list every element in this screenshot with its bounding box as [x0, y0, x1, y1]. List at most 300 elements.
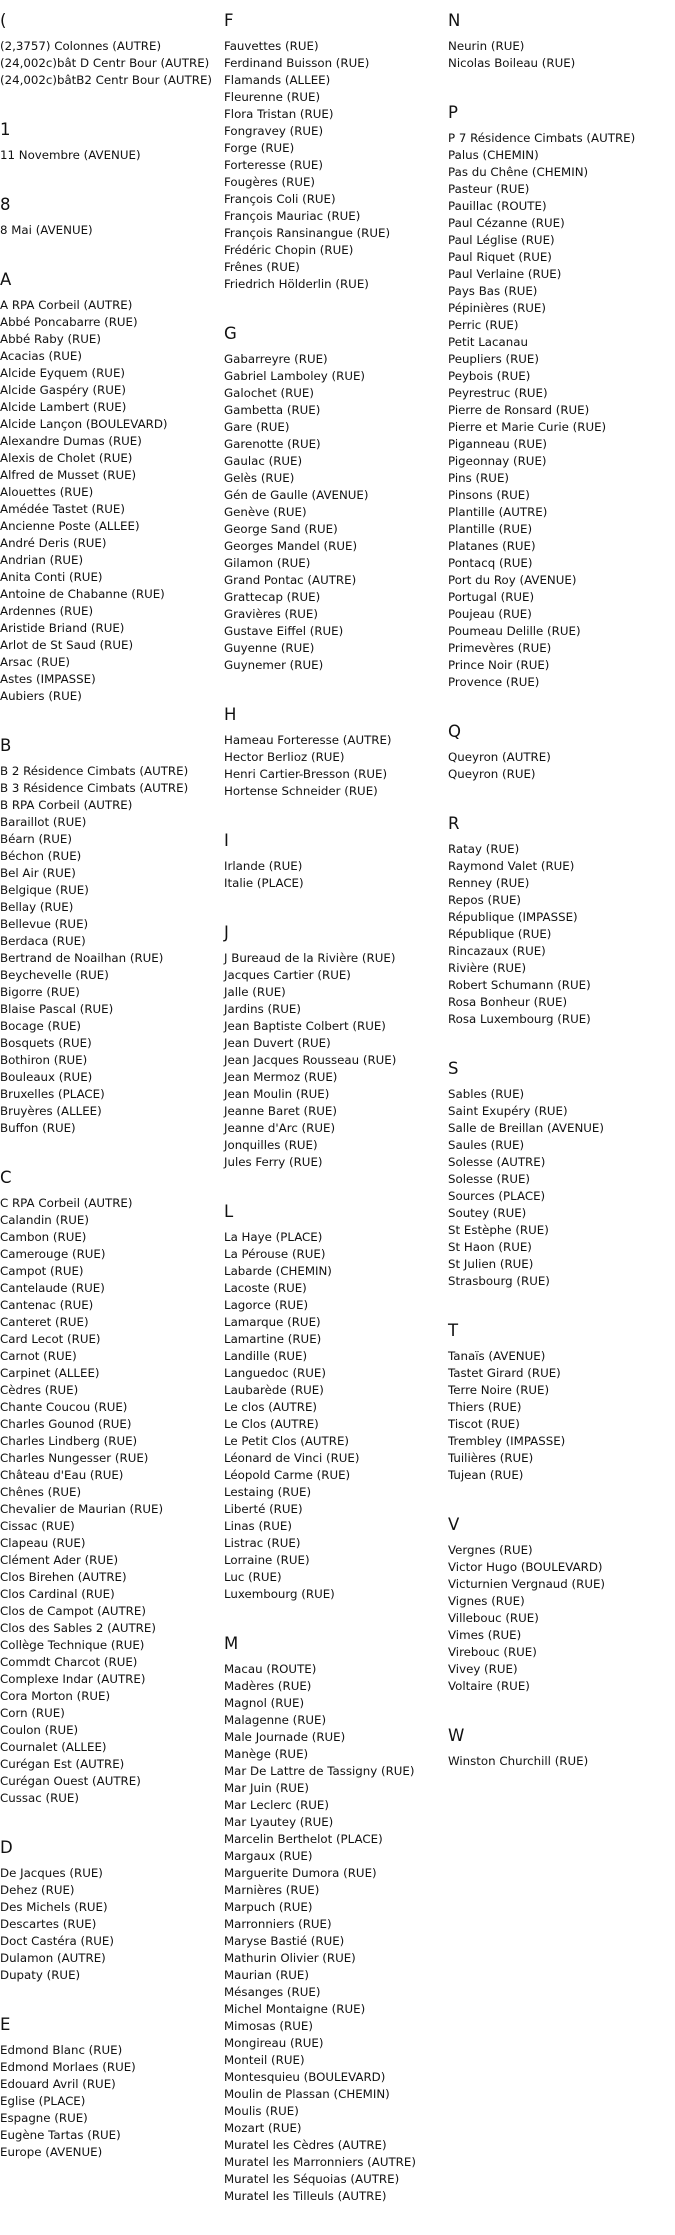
street-item[interactable]: Gabriel Lamboley (RUE): [224, 369, 366, 383]
street-item[interactable]: Flamands (ALLEE): [224, 73, 331, 87]
letter-section: [224, 922, 444, 1171]
street-item[interactable]: Strasbourg (RUE): [448, 1274, 550, 1288]
street-item[interactable]: P 7 Résidence Cimbats (AUTRE): [448, 131, 636, 145]
street-item[interactable]: Muratel les Tilleuls (AUTRE): [224, 2189, 387, 2203]
street-item[interactable]: Manège (RUE): [224, 1747, 309, 1761]
street-item[interactable]: Trembley (IMPASSE): [448, 1434, 566, 1448]
letter-section: [448, 1514, 668, 1695]
street-item[interactable]: Alcide Eyquem (RUE): [0, 366, 125, 380]
street-item[interactable]: Mar De Lattre de Tassigny (RUE): [224, 1764, 415, 1778]
street-item[interactable]: Tiscot (RUE): [448, 1417, 520, 1431]
street-item[interactable]: Muratel les Séquoias (AUTRE): [224, 2172, 400, 2186]
street-item[interactable]: St Haon (RUE): [448, 1240, 532, 1254]
street-item[interactable]: 8 Mai (AVENUE): [0, 223, 93, 237]
street-item[interactable]: Edmond Morlaes (RUE): [0, 2060, 136, 2074]
street-item[interactable]: Mésanges (RUE): [224, 1985, 321, 1999]
street-item[interactable]: Jean Jacques Rousseau (RUE): [224, 1053, 397, 1067]
street-item[interactable]: Paul Riquet (RUE): [448, 250, 552, 264]
street-item[interactable]: B RPA Corbeil (AUTRE): [0, 798, 133, 812]
street-item[interactable]: Mar Leclerc (RUE): [224, 1798, 329, 1812]
street-item[interactable]: Forge (RUE): [224, 141, 295, 155]
street-item[interactable]: Moulin de Plassan (CHEMIN): [224, 2087, 390, 2101]
street-item[interactable]: Pierre et Marie Curie (RUE): [448, 420, 607, 434]
street-item[interactable]: Muratel les Marronniers (AUTRE): [224, 2155, 416, 2169]
street-item[interactable]: Fougères (RUE): [224, 175, 316, 189]
street-item[interactable]: Voltaire (RUE): [448, 1679, 530, 1693]
street-item[interactable]: Garenotte (RUE): [224, 437, 321, 451]
street-item[interactable]: Thiers (RUE): [448, 1400, 522, 1414]
street-item[interactable]: Monteil (RUE): [224, 2053, 305, 2067]
street-item[interactable]: Lamarque (RUE): [224, 1315, 321, 1329]
street-item[interactable]: Gabarreyre (RUE): [224, 352, 328, 366]
letter-section: [448, 721, 668, 783]
street-item[interactable]: La Pérouse (RUE): [224, 1247, 326, 1261]
street-item[interactable]: Fongravey (RUE): [224, 124, 324, 138]
street-item[interactable]: Bigorre (RUE): [0, 985, 80, 999]
street-item[interactable]: Victurnien Vergnaud (RUE): [448, 1577, 606, 1591]
street-item[interactable]: Tuilières (RUE): [448, 1451, 534, 1465]
street-item[interactable]: Pigeonnay (RUE): [448, 454, 547, 468]
street-item[interactable]: Carpinet (ALLEE): [0, 1366, 100, 1380]
street-item[interactable]: République (RUE): [448, 927, 552, 941]
street-item[interactable]: Cantelaude (RUE): [0, 1281, 105, 1295]
street-item[interactable]: Abbé Poncabarre (RUE): [0, 315, 138, 329]
street-item[interactable]: Eglise (PLACE): [0, 2094, 86, 2108]
street-item[interactable]: Solesse (RUE): [448, 1172, 531, 1186]
street-item[interactable]: Aubiers (RUE): [0, 689, 82, 703]
street-item[interactable]: Chante Coucou (RUE): [0, 1400, 128, 1414]
street-item[interactable]: B 2 Résidence Cimbats (AUTRE): [0, 764, 189, 778]
street-item[interactable]: Pasteur (RUE): [448, 182, 530, 196]
street-item[interactable]: Corn (RUE): [0, 1706, 65, 1720]
street-item[interactable]: Marronniers (RUE): [224, 1917, 332, 1931]
street-item[interactable]: Plantille (AUTRE): [448, 505, 548, 519]
street-item[interactable]: 11 Novembre (AVENUE): [0, 148, 141, 162]
street-item[interactable]: Le Clos (AUTRE): [224, 1417, 319, 1431]
street-item[interactable]: Alexandre Dumas (RUE): [0, 434, 142, 448]
street-item[interactable]: Cissac (RUE): [0, 1519, 75, 1533]
street-item[interactable]: Alcide Gaspéry (RUE): [0, 383, 126, 397]
street-item[interactable]: Neurin (RUE): [448, 39, 525, 53]
street-item[interactable]: Peyrestruc (RUE): [448, 386, 548, 400]
street-item[interactable]: Forteresse (RUE): [224, 158, 323, 172]
street-item[interactable]: Curégan Est (AUTRE): [0, 1757, 125, 1771]
street-item[interactable]: Laubarède (RUE): [224, 1383, 324, 1397]
letter-section: [0, 194, 220, 239]
street-item[interactable]: Buffon (RUE): [0, 1121, 76, 1135]
street-item[interactable]: Paul Léglise (RUE): [448, 233, 555, 247]
street-item[interactable]: Arlot de St Saud (RUE): [0, 638, 134, 652]
street-item[interactable]: Jean Mermoz (RUE): [224, 1070, 338, 1084]
street-item[interactable]: François Mauriac (RUE): [224, 209, 361, 223]
street-item[interactable]: Alcide Lambert (RUE): [0, 400, 127, 414]
street-item[interactable]: Gelès (RUE): [224, 471, 295, 485]
street-item[interactable]: Anita Conti (RUE): [0, 570, 103, 584]
street-item[interactable]: Male Journade (RUE): [224, 1730, 346, 1744]
street-item[interactable]: Château d'Eau (RUE): [0, 1468, 124, 1482]
street-item[interactable]: Rincazaux (RUE): [448, 944, 546, 958]
section-letter-heading: Q: [448, 722, 461, 741]
street-item[interactable]: Galochet (RUE): [224, 386, 314, 400]
street-item[interactable]: Tanaïs (AVENUE): [448, 1349, 546, 1363]
street-item[interactable]: André Deris (RUE): [0, 536, 107, 550]
street-item[interactable]: Lamartine (RUE): [224, 1332, 322, 1346]
street-item[interactable]: Pépinières (RUE): [448, 301, 546, 315]
street-item[interactable]: Terre Noire (RUE): [448, 1383, 550, 1397]
letter-section: [0, 119, 220, 164]
section-letter-heading: J: [224, 923, 229, 942]
street-item[interactable]: Marcelin Berthelot (PLACE): [224, 1832, 383, 1846]
street-item[interactable]: Sables (RUE): [448, 1087, 525, 1101]
street-item[interactable]: (24,002c)bât D Centr Bour (AUTRE): [0, 56, 210, 70]
letter-section: [448, 1320, 668, 1484]
street-item[interactable]: Moulis (RUE): [224, 2104, 299, 2118]
street-item[interactable]: Jonquilles (RUE): [224, 1138, 318, 1152]
street-item[interactable]: Descartes (RUE): [0, 1917, 97, 1931]
street-item[interactable]: Mar Lyautey (RUE): [224, 1815, 334, 1829]
street-item[interactable]: Labarde (CHEMIN): [224, 1264, 332, 1278]
street-item[interactable]: Repos (RUE): [448, 893, 522, 907]
street-item[interactable]: Lagorce (RUE): [224, 1298, 309, 1312]
street-item[interactable]: Macau (ROUTE): [224, 1662, 317, 1676]
street-item[interactable]: Paul Verlaine (RUE): [448, 267, 562, 281]
street-item[interactable]: Marnières (RUE): [224, 1883, 320, 1897]
street-item[interactable]: Collège Technique (RUE): [0, 1638, 145, 1652]
street-item[interactable]: Baraillot (RUE): [0, 815, 87, 829]
street-item[interactable]: Edmond Blanc (RUE): [0, 2043, 123, 2057]
street-item[interactable]: Margaux (RUE): [224, 1849, 313, 1863]
street-item[interactable]: Flora Tristan (RUE): [224, 107, 334, 121]
street-item[interactable]: Saint Exupéry (RUE): [448, 1104, 568, 1118]
index-column-2: [224, 10, 444, 2235]
street-item[interactable]: Linas (RUE): [224, 1519, 292, 1533]
street-item[interactable]: Edouard Avril (RUE): [0, 2077, 116, 2091]
street-item[interactable]: Marguerite Dumora (RUE): [224, 1866, 377, 1880]
street-item[interactable]: Listrac (RUE): [224, 1536, 301, 1550]
street-item[interactable]: Ratay (RUE): [448, 842, 520, 856]
street-item[interactable]: Bruxelles (PLACE): [0, 1087, 105, 1101]
street-item[interactable]: Bel Air (RUE): [0, 866, 76, 880]
street-item[interactable]: Vignes (RUE): [448, 1594, 525, 1608]
street-item[interactable]: Solesse (AUTRE): [448, 1155, 546, 1169]
street-item[interactable]: Aristide Briand (RUE): [0, 621, 125, 635]
street-item[interactable]: Poujeau (RUE): [448, 607, 532, 621]
street-item[interactable]: Vergnes (RUE): [448, 1543, 533, 1557]
street-item[interactable]: Mongireau (RUE): [224, 2036, 324, 2050]
street-item[interactable]: Campot (RUE): [0, 1264, 84, 1278]
street-item[interactable]: Sources (PLACE): [448, 1189, 546, 1203]
street-item[interactable]: Chevalier de Maurian (RUE): [0, 1502, 164, 1516]
street-item[interactable]: Tujean (RUE): [448, 1468, 524, 1482]
street-item[interactable]: Maurian (RUE): [224, 1968, 309, 1982]
street-item[interactable]: Raymond Valet (RUE): [448, 859, 575, 873]
street-item[interactable]: Grattecap (RUE): [224, 590, 321, 604]
street-item[interactable]: Jalle (RUE): [224, 985, 286, 999]
street-item[interactable]: Vimes (RUE): [448, 1628, 522, 1642]
street-item[interactable]: Luxembourg (RUE): [224, 1587, 335, 1601]
street-item[interactable]: Georges Mandel (RUE): [224, 539, 358, 553]
street-item[interactable]: Jacques Cartier (RUE): [224, 968, 351, 982]
street-item[interactable]: Peupliers (RUE): [448, 352, 539, 366]
street-item[interactable]: Mozart (RUE): [224, 2121, 302, 2135]
street-item[interactable]: Michel Montaigne (RUE): [224, 2002, 366, 2016]
street-item[interactable]: Gén de Gaulle (AVENUE): [224, 488, 369, 502]
street-item[interactable]: Salle de Breillan (AVENUE): [448, 1121, 604, 1135]
street-item[interactable]: Mathurin Olivier (RUE): [224, 1951, 356, 1965]
street-item[interactable]: Antoine de Chabanne (RUE): [0, 587, 165, 601]
street-item[interactable]: Gambetta (RUE): [224, 403, 321, 417]
street-item[interactable]: Lorraine (RUE): [224, 1553, 310, 1567]
street-item[interactable]: Friedrich Hölderlin (RUE): [224, 277, 369, 291]
street-item[interactable]: A RPA Corbeil (AUTRE): [0, 298, 133, 312]
street-item[interactable]: Jeanne Baret (RUE): [224, 1104, 337, 1118]
street-item[interactable]: Clapeau (RUE): [0, 1536, 86, 1550]
street-item[interactable]: Queyron (RUE): [448, 767, 536, 781]
street-item[interactable]: Eugène Tartas (RUE): [0, 2128, 121, 2142]
street-item[interactable]: Peybois (RUE): [448, 369, 531, 383]
street-item[interactable]: Fauvettes (RUE): [224, 39, 319, 53]
street-item[interactable]: Villebouc (RUE): [448, 1611, 539, 1625]
street-item[interactable]: Bellay (RUE): [0, 900, 74, 914]
street-item[interactable]: Petit Lacanau: [448, 335, 528, 349]
street-item[interactable]: Pierre de Ronsard (RUE): [448, 403, 590, 417]
street-item[interactable]: Prince Noir (RUE): [448, 658, 550, 672]
street-item[interactable]: Gustave Eiffel (RUE): [224, 624, 344, 638]
street-item[interactable]: Queyron (AUTRE): [448, 750, 551, 764]
street-item[interactable]: Pins (RUE): [448, 471, 509, 485]
street-item[interactable]: Renney (RUE): [448, 876, 530, 890]
street-item[interactable]: Amédée Tastet (RUE): [0, 502, 125, 516]
street-item[interactable]: (2,3757) Colonnes (AUTRE): [0, 39, 162, 53]
street-item[interactable]: Arsac (RUE): [0, 655, 71, 669]
street-item[interactable]: Cournalet (ALLEE): [0, 1740, 107, 1754]
street-item[interactable]: Ardennes (RUE): [0, 604, 94, 618]
street-item[interactable]: Blaise Pascal (RUE): [0, 1002, 114, 1016]
street-item[interactable]: Charles Lindberg (RUE): [0, 1434, 138, 1448]
street-item[interactable]: Liberté (RUE): [224, 1502, 303, 1516]
street-item[interactable]: Gaulac (RUE): [224, 454, 303, 468]
section-letter-heading: L: [224, 1202, 234, 1221]
street-item[interactable]: Guyenne (RUE): [224, 641, 315, 655]
street-item[interactable]: Bellevue (RUE): [0, 917, 89, 931]
street-item[interactable]: Coulon (RUE): [0, 1723, 79, 1737]
street-item[interactable]: Pinsons (RUE): [448, 488, 530, 502]
street-item[interactable]: Gravières (RUE): [224, 607, 318, 621]
street-item[interactable]: Italie (PLACE): [224, 876, 304, 890]
street-item[interactable]: Cèdres (RUE): [0, 1383, 79, 1397]
street-item[interactable]: (24,002c)bâtB2 Centr Bour (AUTRE): [0, 73, 213, 87]
street-item[interactable]: Madères (RUE): [224, 1679, 312, 1693]
street-item[interactable]: Pays Bas (RUE): [448, 284, 538, 298]
street-item[interactable]: Belgique (RUE): [0, 883, 89, 897]
street-item[interactable]: Provence (RUE): [448, 675, 540, 689]
street-item[interactable]: Bertrand de Noailhan (RUE): [0, 951, 164, 965]
street-item[interactable]: Hameau Forteresse (AUTRE): [224, 733, 392, 747]
street-item[interactable]: Jardins (RUE): [224, 1002, 301, 1016]
street-item[interactable]: Beychevelle (RUE): [0, 968, 109, 982]
street-item[interactable]: Montesquieu (BOULEVARD): [224, 2070, 386, 2084]
street-item[interactable]: Saules (RUE): [448, 1138, 525, 1152]
street-item[interactable]: Ancienne Poste (ALLEE): [0, 519, 140, 533]
street-item[interactable]: Clos de Campot (AUTRE): [0, 1604, 146, 1618]
street-item[interactable]: Andrian (RUE): [0, 553, 84, 567]
street-item[interactable]: Mar Juin (RUE): [224, 1781, 309, 1795]
street-item[interactable]: Curégan Ouest (AUTRE): [0, 1774, 141, 1788]
street-item[interactable]: Henri Cartier-Bresson (RUE): [224, 767, 388, 781]
street-item[interactable]: Marpuch (RUE): [224, 1900, 313, 1914]
street-item[interactable]: Doct Castéra (RUE): [0, 1934, 114, 1948]
street-item[interactable]: Ferdinand Buisson (RUE): [224, 56, 370, 70]
street-item[interactable]: Hector Berlioz (RUE): [224, 750, 345, 764]
street-item[interactable]: Berdaca (RUE): [0, 934, 86, 948]
street-item[interactable]: Maryse Bastié (RUE): [224, 1934, 345, 1948]
street-item[interactable]: Card Lecot (RUE): [0, 1332, 101, 1346]
street-item[interactable]: Port du Roy (AVENUE): [448, 573, 577, 587]
street-item[interactable]: Acacias (RUE): [0, 349, 82, 363]
section-letter-heading: H: [224, 705, 237, 724]
street-item[interactable]: C RPA Corbeil (AUTRE): [0, 1196, 133, 1210]
street-item[interactable]: Clos Cardinal (RUE): [0, 1587, 115, 1601]
street-item[interactable]: Espagne (RUE): [0, 2111, 88, 2125]
street-item[interactable]: Rosa Bonheur (RUE): [448, 995, 568, 1009]
street-item[interactable]: Perric (RUE): [448, 318, 519, 332]
street-item[interactable]: Alouettes (RUE): [0, 485, 94, 499]
street-item[interactable]: Jeanne d'Arc (RUE): [224, 1121, 336, 1135]
street-item[interactable]: Plantille (RUE): [448, 522, 533, 536]
street-item[interactable]: Jean Duvert (RUE): [224, 1036, 331, 1050]
street-item[interactable]: Genève (RUE): [224, 505, 307, 519]
street-item[interactable]: Pauillac (ROUTE): [448, 199, 547, 213]
street-item[interactable]: Le Petit Clos (AUTRE): [224, 1434, 349, 1448]
street-item[interactable]: Des Michels (RUE): [0, 1900, 108, 1914]
street-item[interactable]: Camerouge (RUE): [0, 1247, 106, 1261]
street-item[interactable]: Pas du Chêne (CHEMIN): [448, 165, 589, 179]
street-item[interactable]: Béchon (RUE): [0, 849, 82, 863]
street-item[interactable]: Jean Baptiste Colbert (RUE): [224, 1019, 386, 1033]
street-item[interactable]: Hortense Schneider (RUE): [224, 784, 378, 798]
street-item[interactable]: Luc (RUE): [224, 1570, 282, 1584]
street-item[interactable]: St Julien (RUE): [448, 1257, 534, 1271]
street-item[interactable]: Clos Birehen (AUTRE): [0, 1570, 127, 1584]
street-item[interactable]: Abbé Raby (RUE): [0, 332, 101, 346]
street-item[interactable]: Astes (IMPASSE): [0, 672, 96, 686]
street-item[interactable]: Béarn (RUE): [0, 832, 72, 846]
street-item[interactable]: Dulamon (AUTRE): [0, 1951, 106, 1965]
street-item[interactable]: George Sand (RUE): [224, 522, 338, 536]
street-item[interactable]: Guynemer (RUE): [224, 658, 324, 672]
street-item[interactable]: Soutey (RUE): [448, 1206, 527, 1220]
street-item[interactable]: Lestaing (RUE): [224, 1485, 312, 1499]
street-item[interactable]: Charles Gounod (RUE): [0, 1417, 132, 1431]
street-item[interactable]: Charles Nungesser (RUE): [0, 1451, 149, 1465]
street-item[interactable]: Piganneau (RUE): [448, 437, 548, 451]
street-item[interactable]: Magnol (RUE): [224, 1696, 305, 1710]
street-item[interactable]: Europe (AVENUE): [0, 2145, 103, 2159]
street-item[interactable]: Landille (RUE): [224, 1349, 308, 1363]
street-item[interactable]: Cora Morton (RUE): [0, 1689, 111, 1703]
street-item[interactable]: Virebouc (RUE): [448, 1645, 537, 1659]
street-item[interactable]: Carnot (RUE): [0, 1349, 77, 1363]
street-item[interactable]: Rosa Luxembourg (RUE): [448, 1012, 591, 1026]
street-item[interactable]: Nicolas Boileau (RUE): [448, 56, 576, 70]
street-item[interactable]: Le clos (AUTRE): [224, 1400, 318, 1414]
street-item[interactable]: Jules Ferry (RUE): [224, 1155, 323, 1169]
street-item[interactable]: Commdt Charcot (RUE): [0, 1655, 138, 1669]
street-item[interactable]: Bothiron (RUE): [0, 1053, 88, 1067]
street-item[interactable]: B 3 Résidence Cimbats (AUTRE): [0, 781, 189, 795]
street-item[interactable]: Languedoc (RUE): [224, 1366, 326, 1380]
street-item[interactable]: Malagenne (RUE): [224, 1713, 327, 1727]
street-item[interactable]: Platanes (RUE): [448, 539, 536, 553]
street-item[interactable]: Gare (RUE): [224, 420, 290, 434]
street-item[interactable]: Clos des Sables 2 (AUTRE): [0, 1621, 156, 1635]
street-item[interactable]: J Bureaud de la Rivière (RUE): [224, 951, 396, 965]
street-item[interactable]: Cantenac (RUE): [0, 1298, 94, 1312]
street-item[interactable]: St Estèphe (RUE): [448, 1223, 549, 1237]
street-item[interactable]: Gilamon (RUE): [224, 556, 311, 570]
street-item[interactable]: Alexis de Cholet (RUE): [0, 451, 133, 465]
street-item[interactable]: Portugal (RUE): [448, 590, 535, 604]
street-item[interactable]: Bouleaux (RUE): [0, 1070, 93, 1084]
street-item[interactable]: Paul Cézanne (RUE): [448, 216, 565, 230]
street-item[interactable]: Palus (CHEMIN): [448, 148, 539, 162]
street-item[interactable]: Tastet Girard (RUE): [448, 1366, 561, 1380]
street-item[interactable]: Frédéric Chopin (RUE): [224, 243, 354, 257]
street-item[interactable]: Robert Schumann (RUE): [448, 978, 591, 992]
street-item[interactable]: Victor Hugo (BOULEVARD): [448, 1560, 603, 1574]
street-item[interactable]: Alfred de Musset (RUE): [0, 468, 137, 482]
street-item[interactable]: Calandin (RUE): [0, 1213, 89, 1227]
street-item[interactable]: Dehez (RUE): [0, 1883, 75, 1897]
street-item[interactable]: Cambon (RUE): [0, 1230, 87, 1244]
street-item[interactable]: Mimosas (RUE): [224, 2019, 313, 2033]
street-item[interactable]: Poumeau Delille (RUE): [448, 624, 581, 638]
street-item[interactable]: République (IMPASSE): [448, 910, 578, 924]
section-letter-heading: P: [448, 103, 458, 122]
street-item[interactable]: Bruyères (ALLEE): [0, 1104, 102, 1118]
street-item[interactable]: Irlande (RUE): [224, 859, 303, 873]
street-item[interactable]: Winston Churchill (RUE): [448, 1754, 589, 1768]
street-item[interactable]: Alcide Lançon (BOULEVARD): [0, 417, 168, 431]
street-item[interactable]: Primevères (RUE): [448, 641, 552, 655]
street-item[interactable]: Léonard de Vinci (RUE): [224, 1451, 360, 1465]
street-item[interactable]: Chênes (RUE): [0, 1485, 82, 1499]
street-item[interactable]: Pontacq (RUE): [448, 556, 533, 570]
street-item[interactable]: Frênes (RUE): [224, 260, 300, 274]
section-letter-heading: I: [224, 831, 229, 850]
street-item[interactable]: François Ransinangue (RUE): [224, 226, 391, 240]
street-item[interactable]: Léopold Carme (RUE): [224, 1468, 351, 1482]
street-item[interactable]: Dupaty (RUE): [0, 1968, 81, 1982]
street-item[interactable]: Clément Ader (RUE): [0, 1553, 119, 1567]
street-item[interactable]: Rivière (RUE): [448, 961, 527, 975]
street-item[interactable]: Lacoste (RUE): [224, 1281, 307, 1295]
street-item[interactable]: Bocage (RUE): [0, 1019, 82, 1033]
street-item[interactable]: Cussac (RUE): [0, 1791, 79, 1805]
street-item[interactable]: Complexe Indar (AUTRE): [0, 1672, 146, 1686]
street-item[interactable]: Bosquets (RUE): [0, 1036, 92, 1050]
street-item[interactable]: La Haye (PLACE): [224, 1230, 323, 1244]
section-letter-heading: (: [0, 11, 7, 30]
street-item[interactable]: De Jacques (RUE): [0, 1866, 103, 1880]
street-item[interactable]: François Coli (RUE): [224, 192, 336, 206]
street-item[interactable]: Fleurenne (RUE): [224, 90, 321, 104]
street-item[interactable]: Jean Moulin (RUE): [224, 1087, 330, 1101]
street-item[interactable]: Canteret (RUE): [0, 1315, 89, 1329]
street-item[interactable]: Vivey (RUE): [448, 1662, 518, 1676]
street-item[interactable]: Grand Pontac (AUTRE): [224, 573, 357, 587]
street-item[interactable]: Muratel les Cèdres (AUTRE): [224, 2138, 387, 2152]
